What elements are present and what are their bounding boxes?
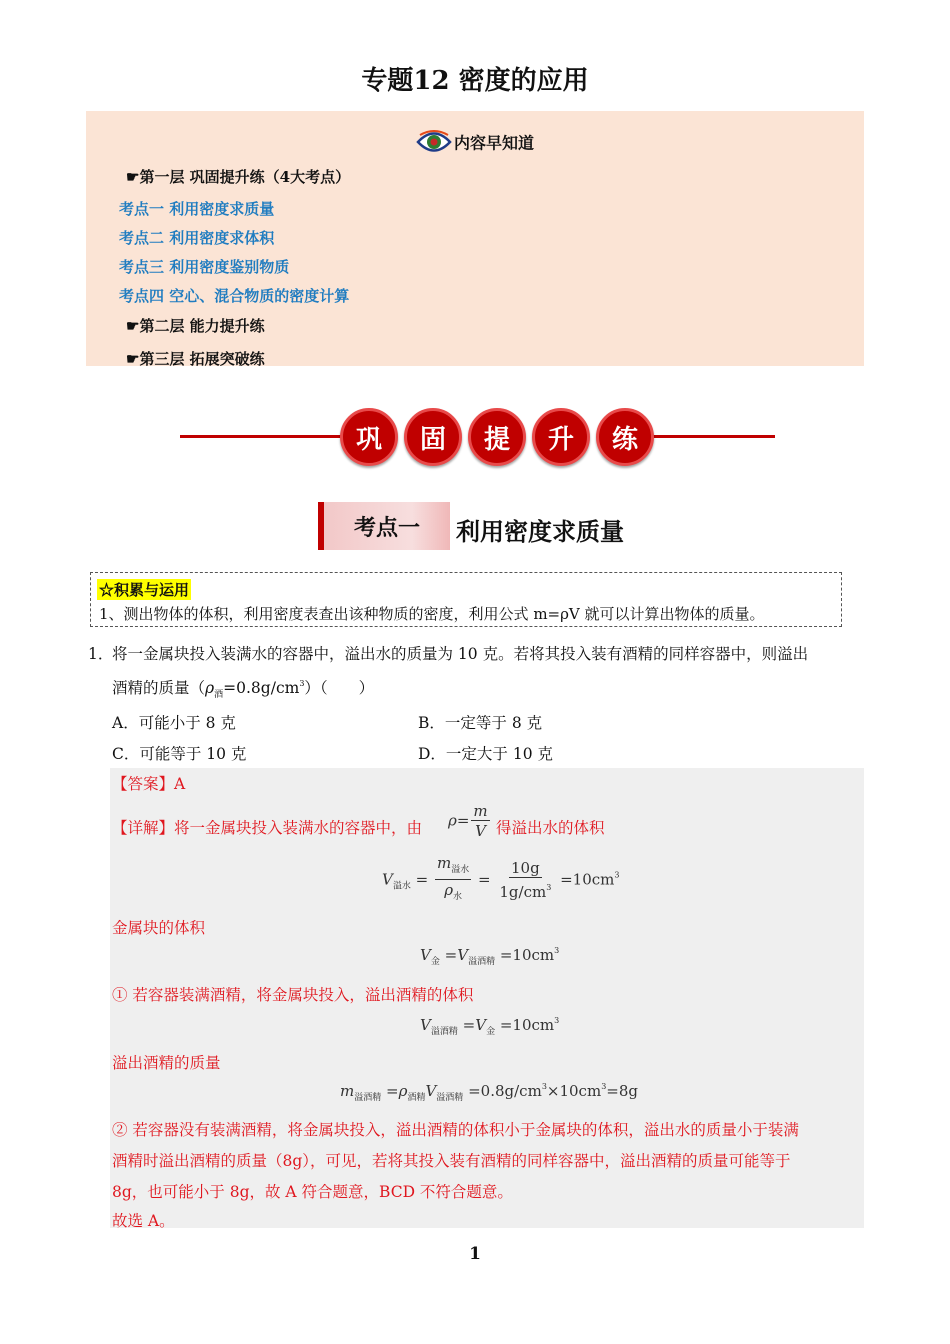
answer-line: 【答案】A xyxy=(112,775,186,793)
formula-numerator: m xyxy=(473,802,488,820)
question-number: 1． xyxy=(88,645,114,663)
f3-v: V xyxy=(420,1016,431,1034)
formula-rho: ρ xyxy=(448,811,457,830)
case-2-line-3: 8g，也可能小于 8g，故 A 符合题意，BCD 不符合题意。 xyxy=(112,1183,513,1201)
option-b[interactable]: B．一定等于 8 克 xyxy=(418,714,543,732)
kaodian-title: 利用密度求质量 xyxy=(456,517,624,546)
banner-char: 练 xyxy=(596,408,654,466)
banner-char: 巩 xyxy=(340,408,398,466)
f2-eq: = xyxy=(444,946,458,964)
f4-density: =0.8g/cm xyxy=(468,1082,542,1100)
f4-m: m xyxy=(340,1082,355,1100)
toc-topic-4[interactable]: 考点四 空心、混合物质的密度计算 xyxy=(119,287,350,305)
banner-char: 升 xyxy=(532,408,590,466)
accumulate-label: ☆积累与运用 xyxy=(99,581,190,599)
banner-char: 提 xyxy=(468,408,526,466)
option-d[interactable]: D．一定大于 10 克 xyxy=(418,745,554,763)
f1-den2: 1g/cm xyxy=(499,883,547,901)
f2-v2: V xyxy=(457,946,469,964)
contents-heading-text: 内容早知道 xyxy=(453,133,534,153)
f1-eq2: = xyxy=(478,870,491,889)
toc-layer-2[interactable]: ☛第二层 能力提升练 xyxy=(126,317,265,335)
accumulate-box xyxy=(90,572,842,627)
f2-v-sub: 金 xyxy=(430,957,440,967)
density-formula xyxy=(448,802,492,841)
f3-result-sup: 3 xyxy=(554,1016,560,1025)
case-2-line-2: 酒精时溢出酒精的质量（8g），可见，若将其投入装有酒精的同样容器中，溢出酒精的质量可能等于 xyxy=(112,1152,791,1170)
f4-v-sub: 溢酒精 xyxy=(436,1093,464,1103)
f3-eq: = xyxy=(462,1016,476,1034)
f1-num2: 10g xyxy=(511,859,540,877)
kaodian-header xyxy=(318,502,718,550)
formula-alcohol-volume xyxy=(420,1016,559,1037)
option-a[interactable]: A．可能小于 8 克 xyxy=(112,714,236,732)
contents-overview xyxy=(86,111,864,366)
f3-v-sub: 溢酒精 xyxy=(430,1027,458,1037)
toc-topic-1[interactable]: 考点一 利用密度求质量 xyxy=(119,200,275,218)
f4-volume: ×10cm xyxy=(546,1082,602,1100)
f1-rho: ρ xyxy=(444,881,454,899)
toc-topic-3[interactable]: 考点三 利用密度鉴别物质 xyxy=(119,258,290,276)
conclusion: 故选 A。 xyxy=(112,1212,175,1230)
density-value: =0.8g/cm xyxy=(223,679,300,697)
rho-subscript: 酒 xyxy=(214,690,224,700)
case-2-line-1: ② 若容器没有装满酒精，将金属块投入，溢出酒精的体积小于金属块的体积，溢出水的质量小于装满 xyxy=(112,1121,799,1139)
f4-result: =8g xyxy=(606,1082,638,1100)
case-1-text: ① 若容器装满酒精，将金属块投入，溢出酒精的体积 xyxy=(112,986,474,1004)
density-superscript: 3 xyxy=(299,679,305,688)
formula-alcohol-mass xyxy=(340,1082,638,1103)
f4-rho-sub: 酒精 xyxy=(407,1093,426,1103)
page-title: 专题12 密度的应用 xyxy=(361,66,589,96)
f3-v2: V xyxy=(475,1016,487,1034)
banner-line-left xyxy=(180,435,350,438)
formula-denominator: V xyxy=(475,822,486,840)
f1-den2-sup: 3 xyxy=(546,883,552,892)
f4-eq: = xyxy=(386,1082,399,1100)
f2-result-sup: 3 xyxy=(554,946,560,955)
f4-rho: ρ xyxy=(398,1082,408,1100)
kaodian-label: 考点一 xyxy=(318,502,450,550)
contents-heading xyxy=(86,129,864,159)
banner-char: 固 xyxy=(404,408,462,466)
f4-m-sub: 溢酒精 xyxy=(354,1093,382,1103)
option-c[interactable]: C．可能等于 10 克 xyxy=(112,745,247,763)
f1-result: =10cm xyxy=(560,870,615,889)
page-number: 1 xyxy=(469,1244,481,1264)
formula-metal-volume xyxy=(420,946,559,967)
f2-result: =10cm xyxy=(499,946,555,964)
f1-m-sub: 溢水 xyxy=(451,865,470,875)
question-line-2-prefix: 酒精的质量（ xyxy=(112,679,206,697)
f1-v-sub: 溢水 xyxy=(392,881,411,892)
toc-topic-2[interactable]: 考点二 利用密度求体积 xyxy=(119,229,275,247)
f4-sup2: 3 xyxy=(601,1082,607,1091)
f1-rho-sub: 水 xyxy=(453,892,463,902)
formula-water-volume xyxy=(382,854,619,907)
question-line-2-suffix: ）（ ） xyxy=(304,679,375,697)
f2-v2-sub: 溢酒精 xyxy=(468,957,496,967)
f3-result: =10cm xyxy=(499,1016,555,1034)
f3-v2-sub: 金 xyxy=(486,1027,496,1037)
toc-layer-3[interactable]: ☛第三层 拓展突破练 xyxy=(126,350,265,368)
question-line-2 xyxy=(112,676,374,700)
detail-suffix: 得溢出水的体积 xyxy=(496,819,605,837)
f1-v: V xyxy=(382,870,393,889)
f2-v: V xyxy=(420,946,431,964)
f4-sup1: 3 xyxy=(541,1082,547,1091)
detail-prefix: 【详解】将一金属块投入装满水的容器中，由 xyxy=(112,819,423,837)
section-banner xyxy=(180,408,775,468)
f1-m: m xyxy=(437,854,452,872)
f4-v: V xyxy=(425,1082,437,1100)
accumulate-text: 1、测出物体的体积，利用密度表查出该种物质的密度，利用公式 m=ρV 就可以计算出物体的质量。 xyxy=(99,605,765,623)
eye-icon xyxy=(416,129,452,159)
f1-eq: = xyxy=(415,870,429,889)
toc-layer-1[interactable]: ☛第一层 巩固提升练（4大考点） xyxy=(126,168,351,186)
rho-symbol: ρ xyxy=(205,679,215,697)
question-line-1: 将一金属块投入装满水的容器中，溢出水的质量为 10 克。若将其投入装有酒精的同样容器中，则溢出 xyxy=(112,645,809,663)
formula-eq: = xyxy=(456,811,470,830)
answer-block xyxy=(110,768,864,1228)
f1-result-sup: 3 xyxy=(614,870,620,880)
alcohol-mass-label: 溢出酒精的质量 xyxy=(112,1054,221,1072)
metal-volume-label: 金属块的体积 xyxy=(112,919,206,937)
